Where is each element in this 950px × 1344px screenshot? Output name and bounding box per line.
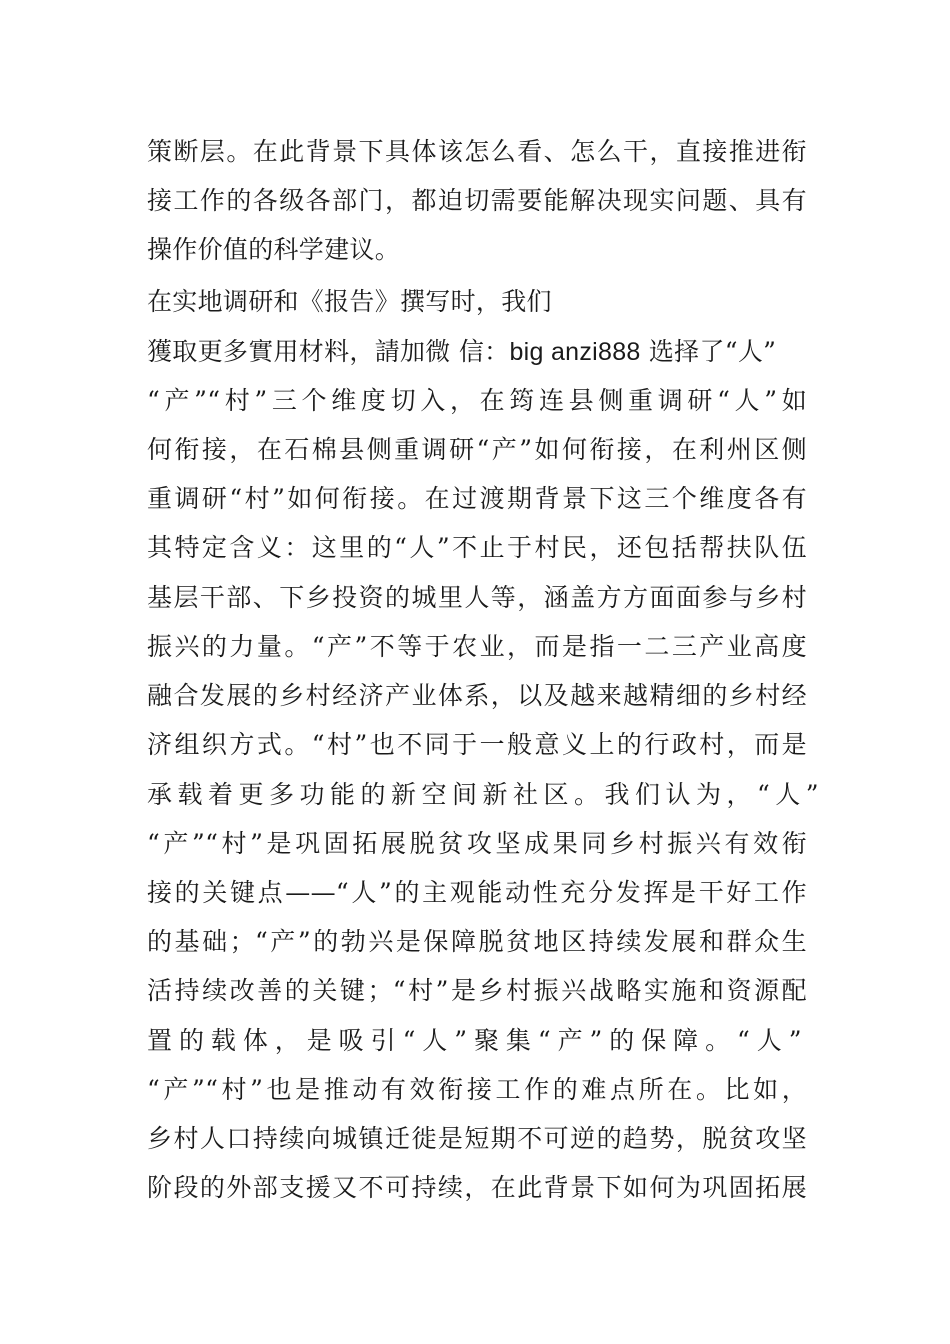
text-line-3: 操作价值的科学建议。 (147, 235, 401, 264)
text-line-19: 置的载体，是吸引“人”聚集“产”的保障。“人” (147, 1026, 807, 1055)
text-line-7: 何衔接，在石棉县侧重调研“产”如何衔接，在利州区侧 (147, 435, 807, 464)
text-line-10: 基层干部、下乡投资的城里人等，涵盖方方面面参与乡村 (147, 583, 807, 612)
text-line-20: “产”“村”也是推动有效衔接工作的难点所在。比如， (147, 1075, 807, 1104)
text-line-13: 济组织方式。“村”也不同于一般意义上的行政村，而是 (147, 730, 807, 759)
text-line-21: 乡村人口持续向城镇迁徙是短期不可逆的趋势，脱贫攻坚 (147, 1124, 807, 1153)
text-line-22: 阶段的外部支援又不可持续，在此背景下如何为巩固拓展 (147, 1173, 807, 1202)
promo-id: big anzi888 (509, 338, 641, 366)
text-line-16: 接的关键点——“人”的主观能动性充分发挥是干好工作 (147, 878, 807, 907)
text-line-15: “产”“村”是巩固拓展脱贫攻坚成果同乡村振兴有效衔 (147, 829, 807, 858)
text-line-5 (147, 336, 807, 368)
text-line-1: 策断层。在此背景下具体该怎么看、怎么干，直接推进衔 (147, 137, 807, 166)
text-line-11: 振兴的力量。“产”不等于农业，而是指一二三产业高度 (147, 632, 807, 661)
text-line-6: “产”“村”三个维度切入，在筠连县侧重调研“人”如 (147, 386, 807, 415)
text-line-2: 接工作的各级各部门，都迫切需要能解决现实问题、具有 (147, 186, 807, 215)
text-line-18: 活持续改善的关键；“村”是乡村振兴战略实施和资源配 (147, 976, 807, 1005)
text-line-8: 重调研“村”如何衔接。在过渡期背景下这三个维度各有 (147, 484, 807, 513)
text-line-12: 融合发展的乡村经济产业体系，以及越来越精细的乡村经 (147, 681, 807, 710)
text-line-5-tail: 选择了“人” (640, 337, 777, 366)
text-line-9: 其特定含义：这里的“人”不止于村民，还包括帮扶队伍 (147, 533, 807, 562)
text-line-4: 在实地调研和《报告》撰写时，我们 (147, 287, 552, 316)
text-line-17: 的基础；“产”的勃兴是保障脱贫地区持续发展和群众生 (147, 927, 807, 956)
text-line-14: 承载着更多功能的新空间新社区。我们认为，“人” (147, 780, 825, 809)
promo-text: 獲取更多實用材料，請加微 信： (147, 337, 510, 366)
